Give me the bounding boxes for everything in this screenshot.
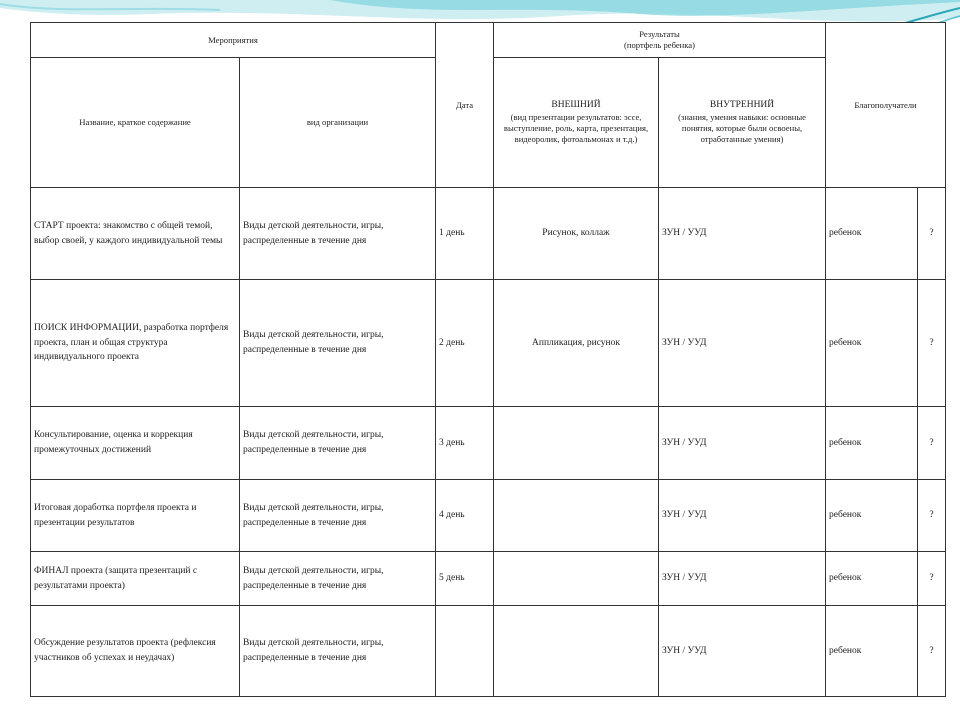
row-internal-result: ЗУН / УУД <box>659 552 826 606</box>
row-mark: ? <box>918 606 946 697</box>
row-organization: Виды детской деятельности, игры, распределенные в течение дня <box>240 188 436 280</box>
header-date: Дата <box>436 23 494 188</box>
row-mark: ? <box>918 552 946 606</box>
table-row <box>31 407 946 480</box>
header-org-column: вид организации <box>240 58 436 188</box>
row-mark: ? <box>918 407 946 480</box>
row-internal-result: ЗУН / УУД <box>659 480 826 552</box>
results-subtitle: (портфель ребенка) <box>624 40 695 50</box>
header-title-column: Название, краткое содержание <box>31 58 240 188</box>
document-page <box>30 22 946 697</box>
row-organization: Виды детской деятельности, игры, распределенные в течение дня <box>240 280 436 407</box>
row-internal-result: ЗУН / УУД <box>659 606 826 697</box>
row-organization: Виды детской деятельности, игры, распределенные в течение дня <box>240 407 436 480</box>
external-description: (вид презентации результатов: эссе, выступление, роль, карта, презентация, видеоролик, фотоальмонах и т.д.) <box>503 112 649 144</box>
row-beneficiary: ребенок <box>826 606 918 697</box>
row-external-result <box>494 552 659 606</box>
header-beneficiaries: Благополучатели <box>826 23 946 188</box>
internal-title: ВНУТРЕННИЙ <box>709 100 775 111</box>
row-date: 2 день <box>436 280 494 407</box>
internal-description: (знания, умения навыки: основные понятия, которые были освоены, отработанные умения) <box>678 112 806 144</box>
header-external <box>494 58 659 188</box>
row-mark: ? <box>918 188 946 280</box>
header-internal <box>659 58 826 188</box>
header-results <box>494 23 826 58</box>
row-beneficiary: ребенок <box>826 188 918 280</box>
row-beneficiary: ребенок <box>826 480 918 552</box>
row-beneficiary: ребенок <box>826 407 918 480</box>
row-internal-result: ЗУН / УУД <box>659 188 826 280</box>
row-external-result <box>494 480 659 552</box>
table-row <box>31 480 946 552</box>
row-date: 5 день <box>436 552 494 606</box>
row-title: Итоговая доработка портфеля проекта и презентации результатов <box>31 480 240 552</box>
row-external-result: Аппликация, рисунок <box>494 280 659 407</box>
row-date: 3 день <box>436 407 494 480</box>
project-plan-table <box>30 22 946 697</box>
external-title: ВНЕШНИЙ <box>551 100 601 111</box>
row-date: 4 день <box>436 480 494 552</box>
row-external-result: Рисунок, коллаж <box>494 188 659 280</box>
row-organization: Виды детской деятельности, игры, распределенные в течение дня <box>240 552 436 606</box>
row-external-result <box>494 606 659 697</box>
header-events: Мероприятия <box>31 23 436 58</box>
results-title: Результаты <box>639 29 680 40</box>
row-organization: Виды детской деятельности, игры, распределенные в течение дня <box>240 606 436 697</box>
row-title: Обсуждение результатов проекта (рефлексия участников об успехах и неудачах) <box>31 606 240 697</box>
row-title: Консультирование, оценка и коррекция промежуточных достижений <box>31 407 240 480</box>
table-row <box>31 552 946 606</box>
row-title: ФИНАЛ проекта (защита презентаций с результатами проекта) <box>31 552 240 606</box>
row-internal-result: ЗУН / УУД <box>659 280 826 407</box>
row-title: ПОИСК ИНФОРМАЦИИ, разработка портфеля проекта, план и общая структура индивидуального проекта <box>31 280 240 407</box>
row-beneficiary: ребенок <box>826 280 918 407</box>
row-external-result <box>494 407 659 480</box>
row-mark: ? <box>918 480 946 552</box>
table-row <box>31 606 946 697</box>
row-organization: Виды детской деятельности, игры, распределенные в течение дня <box>240 480 436 552</box>
row-mark: ? <box>918 280 946 407</box>
table-row <box>31 188 946 280</box>
row-title: СТАРТ проекта: знакомство с общей темой, выбор своей, у каждого индивидуальной темы <box>31 188 240 280</box>
row-internal-result: ЗУН / УУД <box>659 407 826 480</box>
row-beneficiary: ребенок <box>826 552 918 606</box>
row-date: 1 день <box>436 188 494 280</box>
table-row <box>31 280 946 407</box>
row-date <box>436 606 494 697</box>
